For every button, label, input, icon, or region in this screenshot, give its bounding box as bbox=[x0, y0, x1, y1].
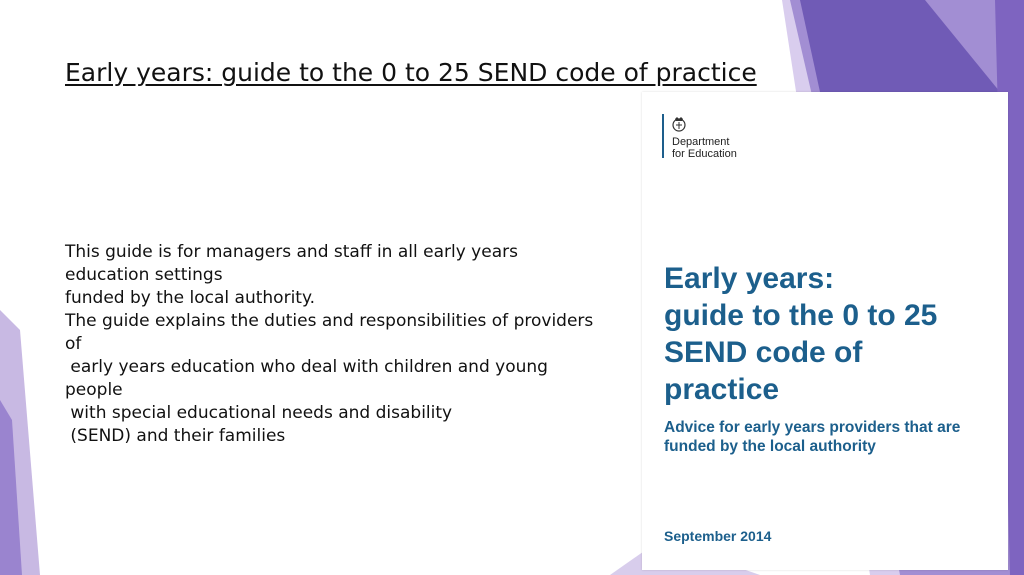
department-name-line: for Education bbox=[672, 148, 737, 160]
department-name-line: Department bbox=[672, 136, 730, 148]
body-line: This guide is for managers and staff in all early years bbox=[65, 242, 518, 262]
body-line: early years education who deal with children and young bbox=[65, 357, 548, 377]
cover-title-line: practice bbox=[664, 373, 780, 406]
slide-title: Early years: guide to the 0 to 25 SEND code of practice bbox=[65, 58, 757, 87]
body-line: people bbox=[65, 380, 123, 400]
cover-title-line: Early years: bbox=[664, 262, 835, 295]
royal-crest-icon bbox=[670, 115, 688, 133]
body-line: with special educational needs and disability bbox=[65, 403, 453, 423]
document-cover-image bbox=[642, 92, 1008, 570]
cover-title bbox=[664, 260, 994, 408]
cover-date: September 2014 bbox=[664, 528, 772, 544]
department-name bbox=[672, 136, 782, 160]
body-line: funded by the local authority. bbox=[65, 288, 316, 308]
cover-subtitle bbox=[664, 418, 1004, 456]
logo-divider bbox=[662, 114, 664, 158]
cover-title-line: guide to the 0 to 25 bbox=[664, 299, 938, 332]
body-line: of bbox=[65, 334, 82, 354]
body-line: (SEND) and their families bbox=[65, 426, 286, 446]
cover-title-line: SEND code of bbox=[664, 336, 863, 369]
cover-subtitle-line: funded by the local authority bbox=[664, 438, 876, 455]
body-line: education settings bbox=[65, 265, 223, 285]
body-line: The guide explains the duties and responsibilities of providers bbox=[65, 311, 594, 331]
cover-subtitle-line: Advice for early years providers that are bbox=[664, 419, 961, 436]
slide-body bbox=[65, 241, 625, 448]
